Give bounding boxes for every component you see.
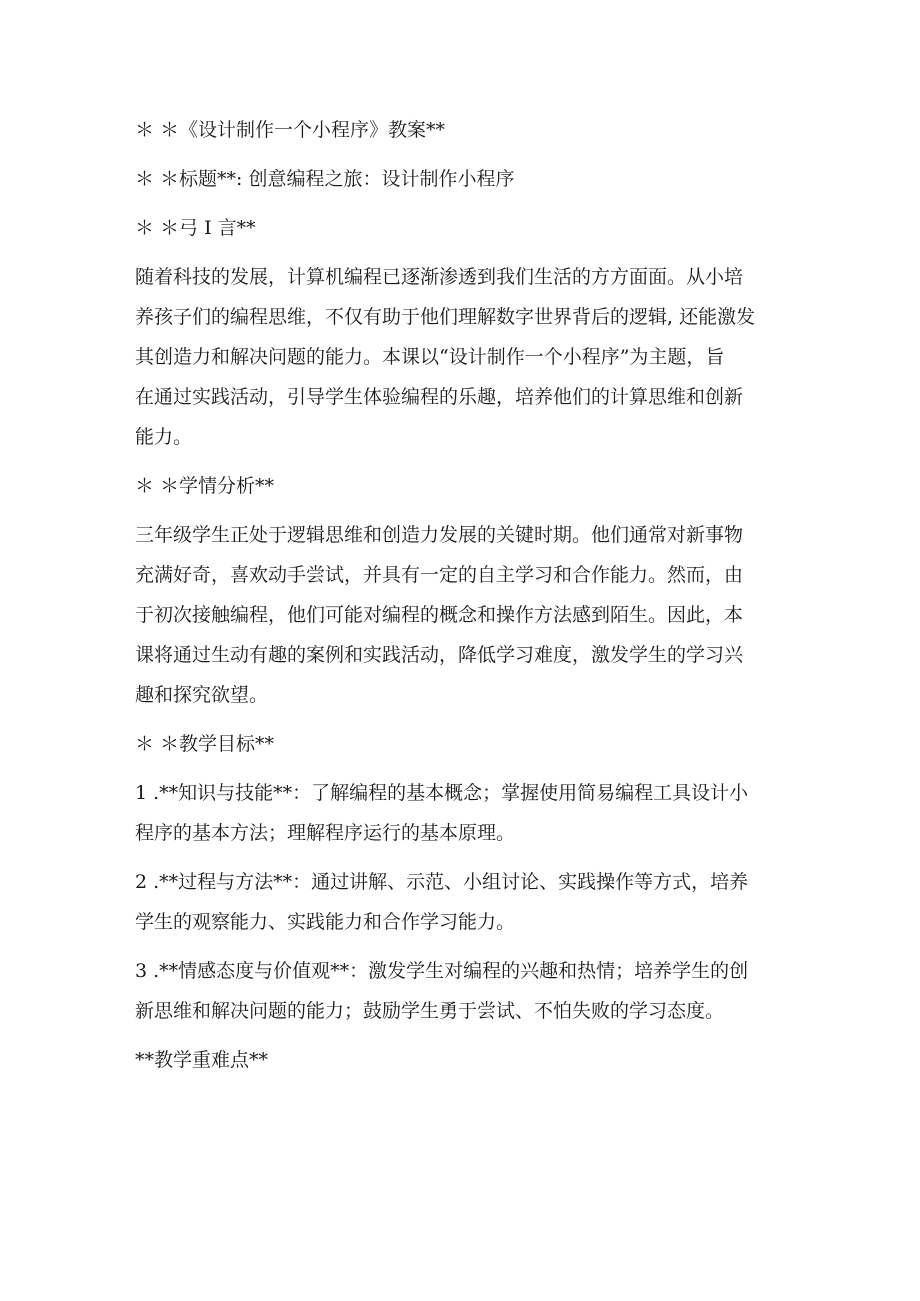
goal-item-2 xyxy=(135,862,795,942)
goal-line: 1 .**知识与技能**：了解编程的基本概念；掌握使用简易编程工具设计小 xyxy=(135,782,749,804)
analysis-paragraph xyxy=(135,515,795,715)
intro-line: 随着科技的发展，计算机编程已逐渐渗透到我们生活的方方面面。从小培 xyxy=(135,266,744,288)
intro-heading: ＊ ＊弓 I 言** xyxy=(135,217,256,239)
analysis-line: 三年级学生正处于逻辑思维和创造力发展的关键时期。他们通常对新事物 xyxy=(135,524,744,546)
goal-line: 程序的基本方法；理解程序运行的基本原理。 xyxy=(135,822,516,844)
analysis-line: 课将通过生动有趣的案例和实践活动，降低学习难度，激发学生的学习兴 xyxy=(135,644,744,666)
analysis-line: 充满好奇，喜欢动手尝试，并具有一定的自主学习和合作能力。然而，由 xyxy=(135,564,744,586)
analysis-line: 趣和探究欲望。 xyxy=(135,684,269,706)
goal-line: 3 .**情感态度与价值观**：激发学生对编程的兴趣和热情；培养学生的创 xyxy=(135,960,749,982)
intro-line: 在通过实践活动，引导学生体验编程的乐趣，培养他们的计算思维和创新 xyxy=(135,386,744,408)
analysis-line: 于初次接触编程，他们可能对编程的概念和操作方法感到陌生。因此，本 xyxy=(135,604,744,626)
goal-line: 新思维和解决问题的能力；鼓励学生勇于尝试、不怕失败的学习态度。 xyxy=(135,1000,725,1022)
intro-line: 其创造力和解决问题的能力。本课以“设计制作一个小程序”为主题，旨 xyxy=(135,346,725,368)
analysis-heading: ＊ ＊学情分析** xyxy=(135,475,275,497)
goal-line: 学生的观察能力、实践能力和合作学习能力。 xyxy=(135,911,516,933)
intro-paragraph xyxy=(135,257,795,457)
goal-line: 2 .**过程与方法**：通过讲解、示范、小组讨论、实践操作等方式，培养 xyxy=(135,871,749,893)
intro-line: 能力。 xyxy=(135,426,193,448)
document-title: ＊ ＊《设计制作一个小程序》教案** xyxy=(135,119,446,141)
intro-line: 养孩子们的编程思维，不仅有助于他们理解数字世界背后的逻辑, 还能激发 xyxy=(135,306,756,328)
goals-heading: ＊ ＊教学目标** xyxy=(135,733,275,755)
goal-item-3 xyxy=(135,951,795,1031)
document-subtitle: ＊ ＊标题**: 创意编程之旅：设计制作小程序 xyxy=(135,168,515,190)
difficulty-heading: **教学重难点** xyxy=(135,1049,269,1071)
goal-item-1 xyxy=(135,773,795,853)
document-body xyxy=(135,110,795,1089)
